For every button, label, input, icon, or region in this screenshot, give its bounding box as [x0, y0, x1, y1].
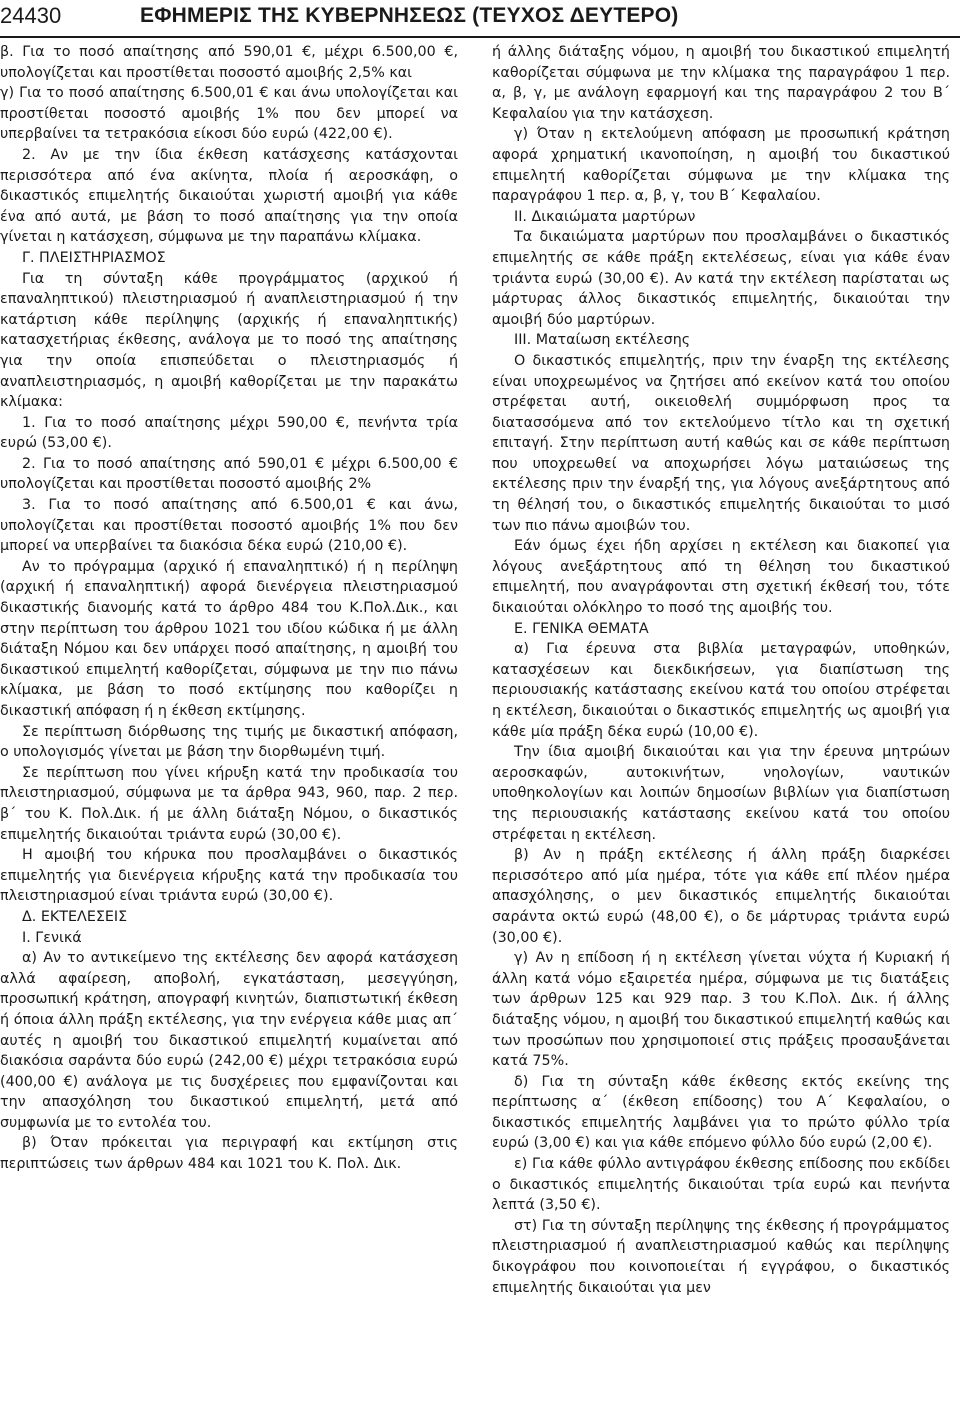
page-header — [0, 0, 960, 38]
right-column-paragraph: γ) Αν η επίδοση ή η εκτέλεση γίνεται νύχτα ή Κυριακή ή άλλη κατά νόμο εξαιρετέα ημέρα, σύμφωνα με τις διατάξεις των άρθρων 125 και 929 παρ. 3 του Κ.Πολ. Δικ. ή άλλης διάταξης νόμου, η αμοιβή του δικαστικού επιμελητή καθώς και των προσώπων που χρησιμοποιεί στις πράξεις προσαυξάνεται κατά 75%. — [492, 950, 950, 1070]
left-column-paragraph: 3. Για το ποσό απαίτησης από 6.500,01 € και άνω, υπολογίζεται και προστίθεται ποσοστό αμοιβής 1% που δεν μπορεί να υπερβαίνει τα διακόσια δέκα ευρώ (210,00 €). — [0, 497, 458, 555]
left-column-paragraph: Γ. ΠΛΕΙΣΤΗΡΙΑΣΜΟΣ — [22, 249, 166, 266]
left-column-paragraph: γ) Για το ποσό απαίτησης 6.500,01 € και άνω υπολογίζεται και προστίθεται ποσοστό αμοιβής 1% που δεν μπορεί να υπερβαίνει τα τετρακόσια είκοσι δύο ευρώ (422,00 €). — [0, 85, 458, 143]
left-column — [0, 42, 458, 1175]
left-column-paragraph: Αν το πρόγραμμα (αρχικό ή επαναληπτικό) ή η περίληψη (αρχική ή επαναληπτική) αφορά διενέργεια πλειστηριασμού δικαστικής διανομής κατά το άρθρο 484 του Κ.Πολ.Δικ., και στην περίπτωση του άρθρου 1021 του ιδίου κώδικα ή με άλλη διάταξη Νόμου και δεν υπάρχει ποσό απαίτησης, η αμοιβή του δικαστικού επιμελητή καθορίζεται, σύμφωνα με την πιο πάνω κλίμακα, με βάση το ποσό εκτίμησης που καθορίζει η δικαστική απόφαση ή η έκθεση εκτίμησης. — [0, 558, 458, 719]
left-column-paragraph: 1. Για το ποσό απαίτησης μέχρι 590,00 €, πενήντα τρία ευρώ (53,00 €). — [0, 414, 458, 452]
left-column-paragraph: Δ. ΕΚΤΕΛΕΣΕΙΣ — [22, 908, 128, 925]
left-column-paragraph: Για τη σύνταξη κάθε προγράμματος (αρχικού ή επαναληπτικού) πλειστηριασμού ή αναπλειστηριασμού ή την κατάρτιση κάθε περίληψης (αρχικής ή επαναληπτικής) κατασχετήριας έκθεσης, ανάλογα με το ποσό της απαίτησης για την οποία επισπεύδεται ο πλειστηριασμός ή αναπλειστηριασμός, η αμοιβή καθορίζεται με την παρακάτω κλίμακα: — [0, 270, 458, 411]
right-column-paragraph: Ο δικαστικός επιμελητής, πριν την έναρξη της εκτέλεσης είναι υποχρεωμένος να ζητήσει από εκείνον κατά του οποίου στρέφεται αυτή, οικειοθελή συμμόρφωση προς τα διατασσόμενα από τον εκτελούμενο τίτλο και τη σχετική επιταγή. Στην περίπτωση αυτή καθώς και σε κάθε περίπτωση που υποχρεωθεί να αποχωρήσει λόγω ματαιώσεως της εκτέλεσης πριν την έναρξή της, για λόγους ανεξάρτητους από τη θέλησή του, ο δικαστικός επιμελητής δικαιούται το μισό των πιο πάνω αμοιβών του. — [492, 352, 950, 534]
right-column-paragraph: στ) Για τη σύνταξη περίληψης της έκθεσης ή προγράμματος πλειστηριασμού ή αναπλειστηριασμού καθώς και περίληψης δικογράφου που κοινοποιείται ή εγγράφου, ο δικαστικός επιμελητής δικαιούται για μεν — [492, 1217, 950, 1296]
left-column-paragraph: Ι. Γενικά — [22, 929, 82, 946]
right-column-paragraph: β) Αν η πράξη εκτέλεσης ή άλλη πράξη διαρκέσει περισσότερο από μία ημέρα, τότε για κάθε επί πλέον ημέρα απασχόλησης, ο μεν δικαστικός επιμελητής δικαιούται σαράντα οκτώ ευρώ (48,00 €), ο δε μάρτυρας τριάντα ευρώ (30,00 €). — [492, 847, 950, 946]
right-column-paragraph: Τα δικαιώματα μαρτύρων που προσλαμβάνει ο δικαστικός επιμελητής σε κάθε πράξη εκτελέσεως, είναι για κάθε έναν τριάντα ευρώ (30,00 €). Αν κατά την εκτέλεση παρίσταται ως μάρτυρας άλλος δικαστικός επιμελητής, δικαιούται την αμοιβή δύο μαρτύρων. — [492, 229, 950, 328]
left-column-paragraph: β. Για το ποσό απαίτησης από 590,01 €, μέχρι 6.500,00 €, υπολογίζεται και προστίθεται ποσοστό αμοιβής 2,5% και — [0, 44, 458, 81]
left-column-paragraph: β) Όταν πρόκειται για περιγραφή και εκτίμηση στις περιπτώσεις των άρθρων 484 και 1021 του Κ. Πολ. Δικ. — [0, 1135, 458, 1173]
left-column-paragraph: α) Αν το αντικείμενο της εκτέλεσης δεν αφορά κατάσχεση αλλά αφαίρεση, αποβολή, εγκατάσταση, μεσεγγύηση, προσωπική κράτηση, απογραφή κινητών, διαπιστωτική έκθεση ή όποια άλλη πράξη εκτέλεσης, για την ενέργεια κάθε μιας απ΄ αυτές η αμοιβή του δικαστικού επιμελητή κυμαίνεται από διακόσια σαράντα δύο ευρώ (242,00 €) μέχρι τετρακόσια ευρώ (400,00 €) ανάλογα με τις δυσχέρειες που εμφανίζονται και την απασχόληση του δικαστικού επιμελητή, μετά από συμφωνία με το εντολέα του. — [0, 950, 458, 1131]
left-column-paragraph: Σε περίπτωση που γίνει κήρυξη κατά την προδικασία του πλειστηριασμού, σύμφωνα με τα άρθρα 943, 960, παρ. 2 περ. β΄ του Κ. Πολ.Δικ. ή με άλλη διάταξη Νόμου, ο δικαστικός επιμελητής δικαιούται τριάντα ευρώ (30,00 €). — [0, 764, 458, 843]
left-column-paragraph: Η αμοιβή του κήρυκα που προσλαμβάνει ο δικαστικός επιμελητής για διενέργεια κήρυξης κατά την προδικασία του πλειστηριασμού είναι τριάντα ευρώ (30,00 €). — [0, 847, 458, 905]
right-column-paragraph: δ) Για τη σύνταξη κάθε έκθεσης εκτός εκείνης της περίπτωσης α΄ (έκθεση επίδοσης) του Α΄ Κεφαλαίου, ο δικαστικός επιμελητής λαμβάνει για το πρώτο φύλλο τρία ευρώ (3,00 €) και για κάθε επόμενο φύλλο δύο ευρώ (2,00 €). — [492, 1073, 950, 1152]
right-column-paragraph: Την ίδια αμοιβή δικαιούται και για την έρευνα μητρώων αεροσκαφών, αυτοκινήτων, νηολογίων, ναυτικών υποθηκολογίων και λοιπών δημοσίων βιβλίων για διαπίστωση της περιουσιακής κατάστασης εκείνου κατά του οποίου στρέφεται η εκτέλεση. — [492, 744, 950, 843]
left-column-paragraph: 2. Για το ποσό απαίτησης από 590,01 € μέχρι 6.500,00 € υπολογίζεται και προστίθεται ποσοστό αμοιβής 2% — [0, 455, 458, 493]
left-column-paragraph: Σε περίπτωση διόρθωσης της τιμής με δικαστική απόφαση, ο υπολογισμός γίνεται με βάση την διορθωμένη τιμή. — [0, 723, 458, 761]
right-column-paragraph: ή άλλης διάταξης νόμου, η αμοιβή του δικαστικού επιμελητή καθορίζεται σύμφωνα με την κλίμακα της παραγράφου 1 περ. α, β, γ, με ανάλογη εφαρμογή και της παραγράφου 2 του Β΄ Κεφαλαίου για την κατάσχεση. — [492, 44, 950, 122]
right-column-paragraph: Εάν όμως έχει ήδη αρχίσει η εκτέλεση και διακοπεί για λόγους ανεξάρτητους από τη θέληση του δικαστικού επιμελητή, που αναγράφονται στη σχετική έκθεσή του, τότε δικαιούται ολόκληρο το ποσό της αμοιβής του. — [492, 538, 950, 617]
page-number: 24430 — [0, 3, 62, 28]
right-column-paragraph: ΙΙΙ. Ματαίωση εκτέλεσης — [514, 332, 691, 349]
left-column-paragraph: 2. Αν με την ίδια έκθεση κατάσχεσης κατάσχονται περισσότερα από ένα ακίνητα, πλοία ή αεροσκάφη, ο δικαστικός επιμελητής δικαιούται χωριστή αμοιβή για κάθε ένα από αυτά, με βάση το ποσό απαίτησης για την οποία γίνεται η κατάσχεση, σύμφωνα με την παραπάνω κλίμακα. — [0, 146, 458, 246]
right-column-paragraph: ε) Για κάθε φύλλο αντιγράφου έκθεσης επίδοσης που εκδίδει ο δικαστικός επιμελητής δικαιούται τρία ευρώ και πενήντα λεπτά (3,50 €). — [492, 1156, 950, 1214]
right-column-paragraph: ΙΙ. Δικαιώματα μαρτύρων — [514, 208, 696, 225]
right-column-paragraph: α) Για έρευνα στα βιβλία μεταγραφών, υποθηκών, κατασχέσεων και διεκδικήσεων, για διαπίστωση της περιουσιακής κατάστασης εκείνου κατά του οποίου στρέφεται η εκτέλεση, δικαιούται ο δικαστικός επιμελητής ως αμοιβή για κάθε μία πράξη δέκα ευρώ (10,00 €). — [492, 641, 950, 740]
running-head: ΕΦΗΜΕΡΙΣ ΤΗΣ ΚΥΒΕΡΝΗΣΕΩΣ (ΤΕΥΧΟΣ ΔΕΥΤΕΡΟ) — [140, 4, 679, 27]
right-column-paragraph: γ) Όταν η εκτελούμενη απόφαση με προσωπική κράτηση αφορά χρηματική ικανοποίηση, η αμοιβή του δικαστικού επιμελητή καθορίζεται σύμφωνα με την κλίμακα της παραγράφου 1 περ. α, β, γ, του Β΄ Κεφαλαίου. — [492, 126, 950, 205]
right-column — [492, 42, 950, 1298]
right-column-paragraph: Ε. ΓΕΝΙΚΑ ΘΕΜΑΤΑ — [514, 620, 649, 637]
